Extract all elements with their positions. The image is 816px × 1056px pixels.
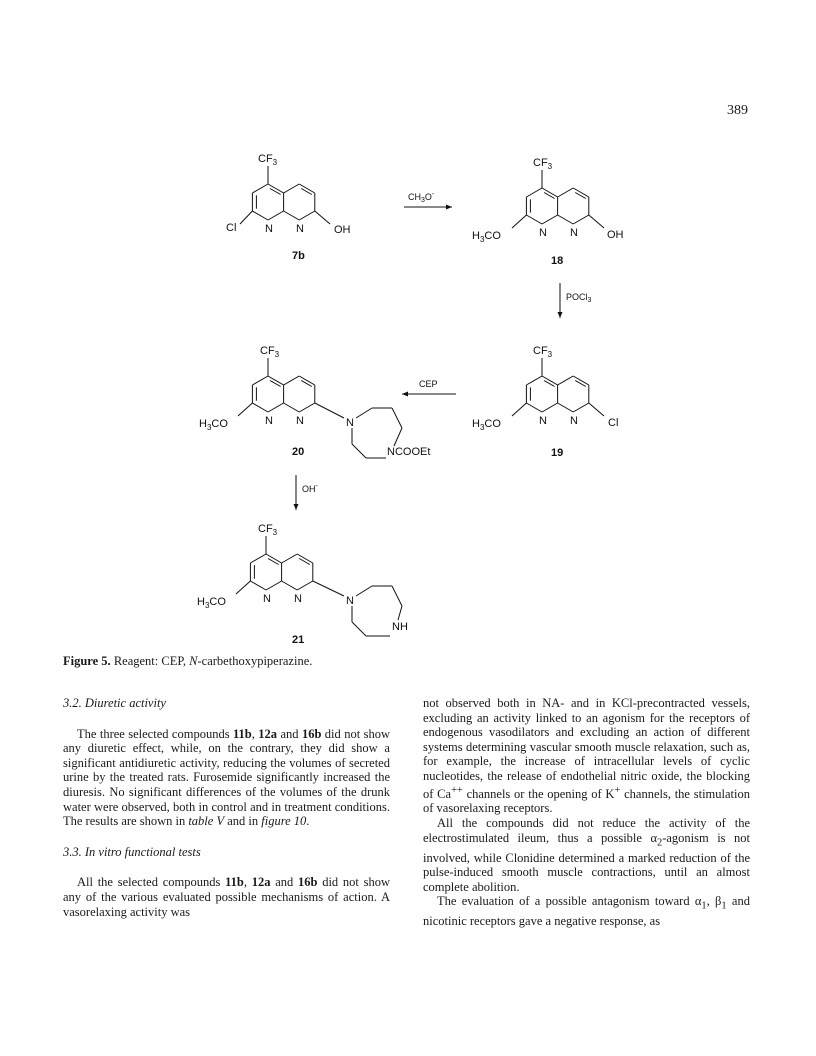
ring-nitrogen-label: N — [296, 223, 304, 235]
ring-nitrogen-label: N — [570, 227, 578, 239]
figure-label: Figure 5. — [63, 654, 111, 668]
cf3-label: $CF_3$ — [533, 345, 553, 359]
compound-20-structure — [199, 345, 430, 458]
paragraph-vasorelaxing: not observed both in NA- and in KCl-precontracted vessels, excluding an activity linked to an agonism for the receptors of endogenous vasodilators and excluding an action of different systems determining vascular smooth muscle relaxation, such as, for example, the increase of intracellular levels of cyclic nucleotides, the release of endothelial nitric oxide, the blocking of Ca++ channels or the opening of K+ channels, the stimulation of vasorelaxing receptors. — [423, 696, 750, 816]
cf3-label: $CF_3$ — [258, 153, 278, 167]
amine-label: NH — [392, 621, 408, 633]
ring-nitrogen-label: N — [539, 227, 547, 239]
figure-caption: Figure 5. Reagent: CEP, N-carbethoxypiperazine. — [63, 654, 313, 668]
section-heading-diuretic: 3.2. Diuretic activity — [63, 696, 166, 710]
compound-label-18: 18 — [551, 255, 564, 267]
compound-21-structure — [197, 523, 408, 646]
reaction-arrow-cep — [402, 379, 456, 397]
left-column — [63, 696, 390, 919]
paragraph-antagonism: The evaluation of a possible antagonism toward $\alpha_1$, $\beta_1$ and nicotinic receptors gave a negative response, as — [423, 894, 750, 929]
cf3-label: $CF_3$ — [260, 345, 280, 359]
compound-19-structure — [472, 345, 618, 459]
paragraph-ileum: All the compounds did not reduce the activity of the electrostimulated ileum, thus a possible $\alpha_2$-agonism is not involved, while Clonidine determined a marked reduction of the pulse-induced smooth muscle contractions, until an almost complete abolition. — [423, 815, 750, 894]
methoxy-label: $H_3CO$ — [472, 418, 501, 432]
chloro-label: Cl — [226, 222, 237, 234]
right-column — [423, 696, 750, 929]
ring-nitrogen-label: N — [296, 415, 304, 427]
reaction-arrow-pocl3 — [558, 283, 592, 318]
methoxy-label: $H_3CO$ — [472, 230, 501, 244]
ring-nitrogen-label: N — [294, 593, 302, 605]
hydroxyl-label: OH — [334, 224, 351, 236]
reagent-pocl3: POCl$_3$ — [566, 292, 592, 304]
compound-7b-structure — [226, 153, 351, 262]
carbethoxy-label: NCOOEt — [387, 446, 431, 458]
compound-18-structure — [472, 157, 624, 267]
cf3-label: $CF_3$ — [258, 523, 278, 537]
compound-label-7b: 7b — [292, 250, 305, 262]
reaction-arrow-methoxide — [404, 191, 452, 210]
ring-nitrogen-label: N — [265, 223, 273, 235]
page-number: 389 — [727, 103, 748, 118]
chloro-label: Cl — [608, 417, 619, 429]
paragraph-in-vitro: All the selected compounds 11b, 12a and 16b did not show any of the various evaluated possible mechanisms of action. A vasorelaxing activity was — [63, 875, 390, 919]
ring-nitrogen-label: N — [539, 415, 547, 427]
ring-nitrogen-label: N — [265, 415, 273, 427]
ring-nitrogen-label: N — [570, 415, 578, 427]
ring-nitrogen-label: N — [263, 593, 271, 605]
hydroxyl-label: OH — [607, 229, 624, 241]
compound-label-20: 20 — [292, 446, 305, 458]
paragraph-diuretic: The three selected compounds 11b, 12a and 16b did not show any diuretic effect, while, on the contrary, they did show a significant antidiuretic activity, reducing the volumes of secreted urine by the treated rats. Furosemide significantly increased the diuresis. No significant differences of the volumes of the drunk water were observed, both in control and in treatment conditions. The results are shown in table V and in figure 10. — [63, 726, 390, 829]
compound-label-21: 21 — [292, 634, 305, 646]
reaction-arrow-hydroxide — [294, 475, 319, 510]
piperazine-nitrogen-label: N — [346, 417, 354, 429]
compound-label-19: 19 — [551, 447, 564, 459]
methoxy-label: $H_3CO$ — [197, 596, 226, 610]
cf3-label: $CF_3$ — [533, 157, 553, 171]
reagent-cep: CEP — [419, 379, 438, 389]
piperazine-nitrogen-label: N — [346, 595, 354, 607]
methoxy-label: $H_3CO$ — [199, 418, 228, 432]
reagent-hydroxide: OH- — [302, 483, 318, 494]
reagent-methoxide: $CH_3O^-$ — [408, 191, 435, 204]
section-heading-in-vitro: 3.3. In vitro functional tests — [63, 844, 201, 859]
